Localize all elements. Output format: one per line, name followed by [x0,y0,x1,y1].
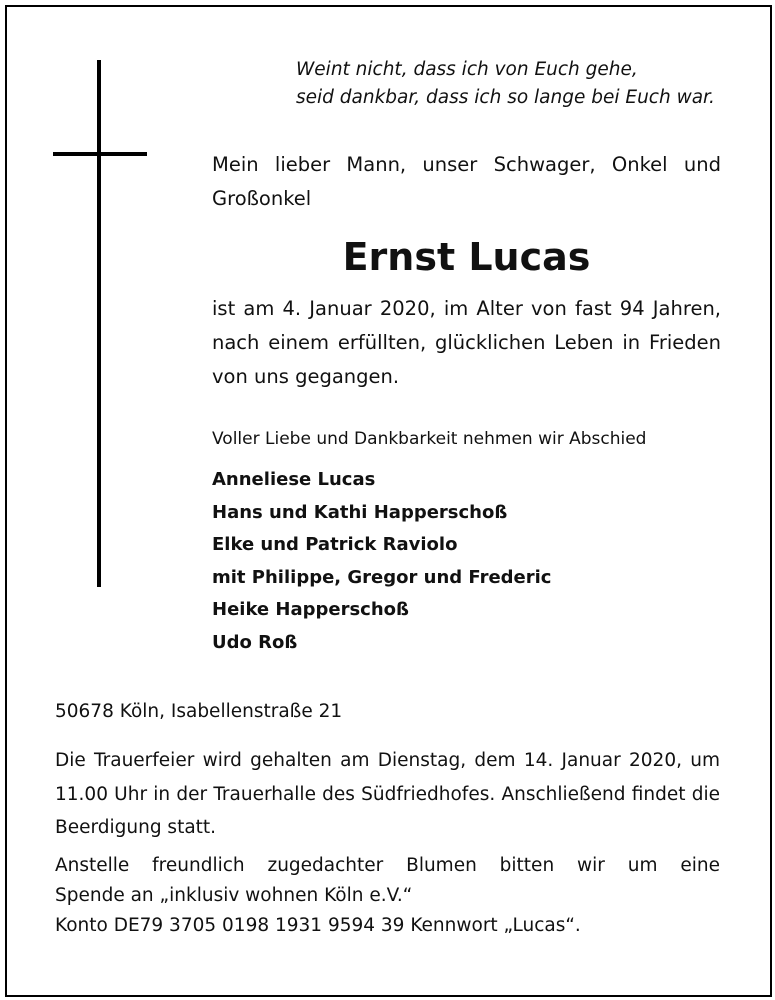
address: 50678 Köln, Isabellenstraße 21 [55,701,343,722]
donation-info [55,851,720,941]
quote-line-1: Weint nicht, dass ich von Euch gehe, [296,59,638,80]
memorial-quote [296,56,736,112]
intro-text: Mein lieber Mann, unser Schwager, Onkel und Großonkel [212,153,721,210]
mourner-name: Elke und Patrick Raviolo [212,534,458,556]
mourner-name: Udo Roß [212,631,298,653]
donation-line-2: Spende an „inklusiv wohnen Köln e.V.“ [55,885,413,906]
mourner-name: Anneliese Lucas [212,469,376,490]
funeral-info: Die Trauerfeier wird gehalten am Dienstag, dem 14. Januar 2020, um 11.00 Uhr in der Trauerhalle des Südfriedhofes. Anschließend findet die Beerdigung statt. [55,750,720,838]
cross-icon-bar [53,152,147,156]
passing-text: ist am 4. Januar 2020, im Alter von fast 94 Jahren, nach einem erfüllten, glücklichen Leben in Frieden von uns gegangen. [212,297,721,388]
cross-icon [97,60,101,587]
mourner-name: Heike Happerschoß [212,599,409,621]
mourners-list [212,464,721,660]
deceased-name: Ernst Lucas [342,235,591,279]
bank-account: Konto DE79 3705 0198 1931 9594 39 Kennwort „Lucas“. [55,915,581,936]
mourner-name: mit Philippe, Gregor und Frederic [212,566,552,588]
farewell-text: Voller Liebe und Dankbarkeit nehmen wir Abschied [212,429,647,449]
donation-line-1: Anstelle freundlich zugedachter Blumen bitten wir um eine [55,855,720,876]
mourner-name: Hans und Kathi Happerschoß [212,501,508,523]
quote-line-2: seid dankbar, dass ich so lange bei Euch war. [296,87,715,108]
